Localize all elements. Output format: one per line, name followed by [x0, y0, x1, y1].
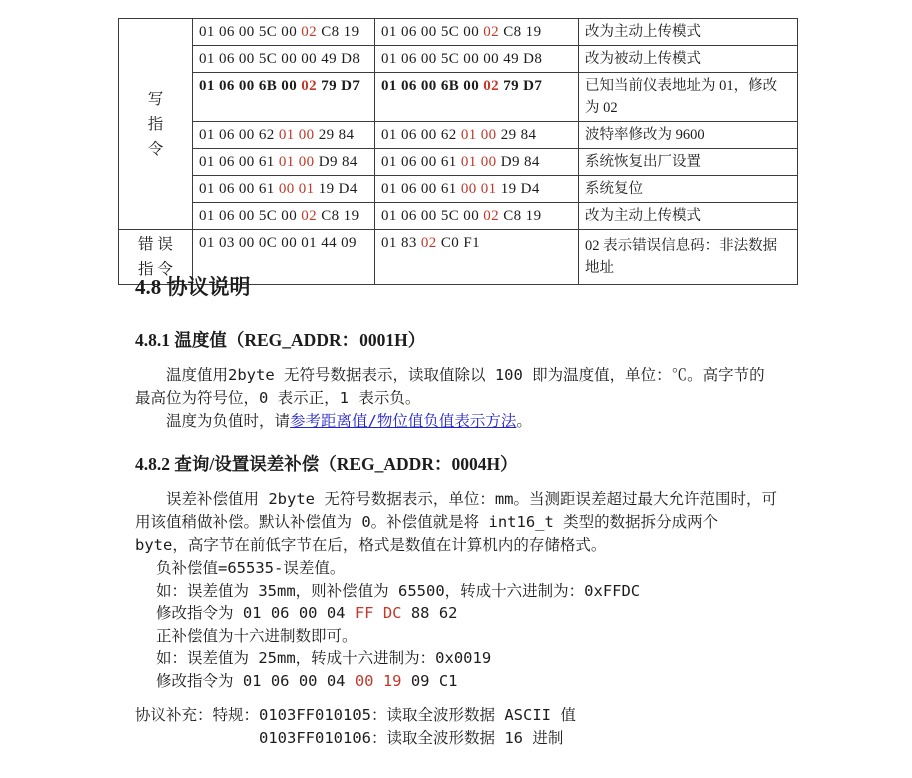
response-hex-cell [375, 73, 579, 122]
hex-byte-highlight: 02 [420, 235, 437, 251]
table-row [119, 149, 798, 176]
hex-byte-text: 01 06 00 61 [381, 153, 461, 170]
table-row [119, 203, 798, 230]
negative-value-paragraph [135, 410, 779, 433]
hex-byte-text: 01 06 00 62 [381, 126, 461, 143]
command-hex-cell [193, 149, 375, 176]
hex-byte-text: 01 06 00 61 [381, 180, 461, 197]
hex-byte-text: C8 19 [499, 207, 542, 224]
description-cell: 波特率修改为 9600 [579, 122, 798, 149]
hex-byte-text: 01 06 00 5C 00 [199, 23, 302, 40]
compensation-example-line [156, 670, 779, 693]
command-hex-cell [193, 203, 375, 230]
hex-byte-highlight: FF DC [354, 604, 402, 622]
hex-byte-text: C8 19 [317, 207, 360, 224]
response-hex-cell [375, 176, 579, 203]
hex-byte-text: 01 83 [381, 235, 421, 251]
table-row [119, 176, 798, 203]
hex-byte-text: 01 06 00 6B 00 [199, 78, 302, 94]
compensation-example-line [156, 580, 779, 603]
negative-value-suffix-text: 。 [516, 412, 532, 430]
hex-byte-highlight: 02 [483, 207, 500, 224]
hex-byte-highlight: 00 01 [278, 180, 315, 197]
table-row [119, 73, 798, 122]
hex-byte-highlight: 00 01 [460, 180, 497, 197]
hex-byte-highlight: 01 00 [278, 153, 315, 170]
row-group-label: 写 指 令 [119, 19, 193, 230]
compensation-example-line [156, 602, 779, 625]
description-cell: 02 表示错误信息码：非法数据地址 [579, 230, 798, 285]
hex-byte-text: C8 19 [317, 23, 360, 40]
hex-byte-text: 01 06 00 5C 00 00 49 D8 [199, 50, 361, 67]
hex-byte-text: 修改指令为 01 06 00 04 [156, 671, 355, 690]
negative-value-prefix-text: 温度为负值时，请 [166, 412, 291, 430]
hex-byte-text: 19 D4 [496, 180, 540, 197]
hex-byte-highlight: 01 00 [460, 153, 497, 170]
supplement-lines [259, 704, 576, 750]
response-hex-cell [375, 19, 579, 46]
description-cell: 已知当前仪表地址为 01，修改为 02 [579, 73, 798, 122]
hex-byte-highlight: 02 [301, 78, 318, 94]
hex-byte-highlight: 01 00 [460, 126, 497, 143]
compensation-example-line [156, 557, 779, 580]
response-hex-cell [375, 122, 579, 149]
hex-byte-text: 如：误差值为 25mm，转成十六进制为：0x0019 [156, 649, 492, 667]
protocol-supplement [135, 704, 779, 750]
hex-byte-text: 88 62 [401, 604, 458, 622]
supplement-line-ascii: 0103FF010105：读取全波形数据 ASCII 值 [259, 706, 576, 724]
hex-byte-text: 29 84 [314, 126, 355, 143]
compensation-examples [156, 557, 779, 692]
description-cell: 改为被动上传模式 [579, 46, 798, 73]
hex-byte-text: 01 06 00 61 [199, 180, 279, 197]
hex-byte-highlight: 02 [483, 78, 500, 94]
command-hex-cell [193, 19, 375, 46]
table-row [119, 19, 798, 46]
hex-byte-text: 01 06 00 6B 00 [381, 78, 484, 94]
command-hex-cell [193, 122, 375, 149]
supplement-line-hex: 0103FF010106：读取全波形数据 16 进制 [259, 729, 564, 747]
hex-byte-text: C0 F1 [436, 235, 480, 251]
command-hex-cell [193, 46, 375, 73]
section-title-protocol-description: 4.8 协议说明 [135, 275, 251, 299]
hex-byte-text: 如：误差值为 35mm，则补偿值为 65500，转成十六进制为：0xFFDC [156, 581, 641, 600]
description-cell: 系统恢复出厂设置 [579, 149, 798, 176]
table-row [119, 122, 798, 149]
supplement-label: 协议补充：特规： [135, 706, 260, 724]
hex-byte-text: 79 D7 [499, 78, 543, 94]
temperature-paragraph: 温度值用2byte 无符号数据表示，读取值除以 100 即为温度值，单位：℃。高字节的最高位为符号位，0 表示正，1 表示负。 [135, 366, 765, 407]
hex-byte-highlight: 02 [301, 207, 318, 224]
section-title-temperature-value: 4.8.1 温度值（REG_ADDR：0001H） [135, 330, 426, 350]
hex-byte-text: C8 19 [499, 23, 542, 40]
hex-byte-text: 09 C1 [401, 671, 458, 690]
hex-byte-text: D9 84 [496, 153, 540, 170]
description-cell: 改为主动上传模式 [579, 19, 798, 46]
hex-byte-highlight: 02 [301, 23, 318, 40]
hex-byte-text: 01 06 00 61 [199, 153, 279, 170]
hex-byte-text: D9 84 [314, 153, 358, 170]
hex-byte-text: 01 06 00 62 [199, 126, 279, 143]
command-hex-cell [193, 73, 375, 122]
hex-byte-text: 29 84 [496, 126, 537, 143]
hex-byte-highlight: 01 00 [278, 126, 315, 143]
command-table [118, 18, 798, 285]
response-hex-cell [375, 203, 579, 230]
hex-byte-text: 79 D7 [317, 78, 361, 94]
hex-byte-text: 01 03 00 0C 00 01 44 09 [199, 235, 357, 251]
hex-byte-text: 正补偿值为十六进制数即可。 [156, 626, 358, 645]
hex-byte-highlight: 02 [483, 23, 500, 40]
response-hex-cell [375, 149, 579, 176]
negative-value-method-link[interactable]: 参考距离值/物位值负值表示方法 [290, 412, 517, 430]
row-group-label: 错 误 指 令 [119, 230, 193, 285]
protocol-content [135, 268, 779, 750]
hex-byte-text: 01 06 00 5C 00 00 49 D8 [381, 50, 543, 67]
hex-byte-text: 负补偿值=65535-误差值。 [156, 559, 346, 577]
compensation-example-line [156, 625, 779, 648]
section-title-error-compensation: 4.8.2 查询/设置误差补偿（REG_ADDR：0004H） [135, 454, 518, 474]
command-hex-cell [193, 176, 375, 203]
response-hex-cell [375, 46, 579, 73]
compensation-example-line [156, 647, 779, 670]
hex-byte-text: 01 06 00 5C 00 [381, 23, 484, 40]
description-cell: 改为主动上传模式 [579, 203, 798, 230]
hex-byte-text: 19 D4 [314, 180, 358, 197]
description-cell: 系统复位 [579, 176, 798, 203]
compensation-paragraph: 误差补偿值用 2byte 无符号数据表示，单位：mm。当测距误差超过最大允许范围时，可用该值稍做补偿。默认补偿值为 0。补偿值就是将 int16_t 类型的数据拆分成两个 byte，高字节在前低字节在后，格式是数值在计算机内的存储格式。 [135, 490, 777, 554]
hex-byte-highlight: 00 19 [354, 671, 402, 690]
hex-byte-text: 01 06 00 5C 00 [381, 207, 484, 224]
table-row [119, 46, 798, 73]
hex-byte-text: 修改指令为 01 06 00 04 [156, 604, 355, 622]
hex-byte-text: 01 06 00 5C 00 [199, 207, 302, 224]
